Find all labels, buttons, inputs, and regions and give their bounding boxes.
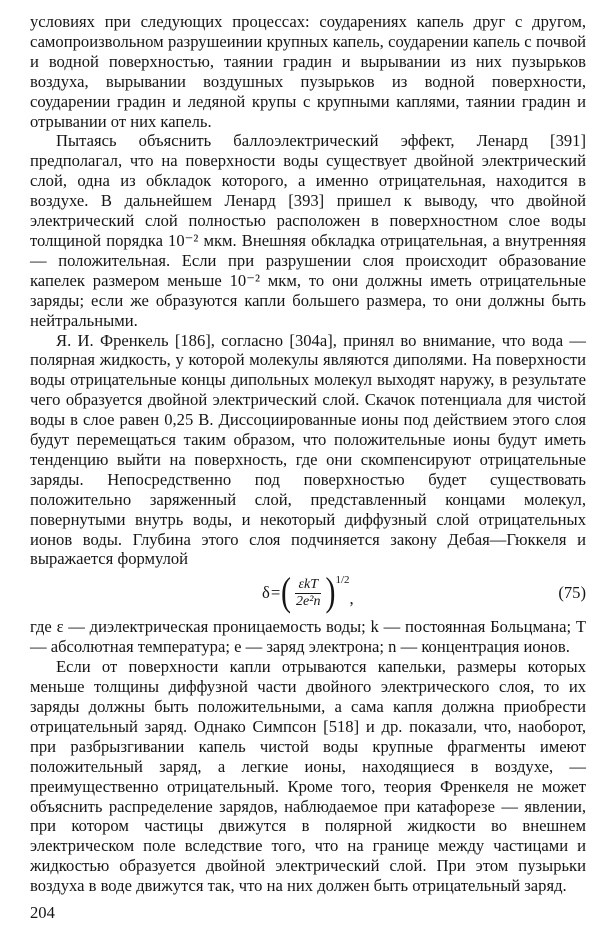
equation-75	[30, 569, 586, 617]
formula-fraction	[293, 577, 323, 610]
page-number: 204	[30, 903, 55, 922]
formula-numerator: εkT	[295, 577, 321, 594]
formula-denominator: 2e²n	[296, 593, 321, 609]
paragraph-variables: где ε — диэлектрическая проницаемость воды; k — постоянная Больцмана; T — абсолютная температура; e — заряд электрона; n — концентрация ионов.	[30, 617, 586, 657]
formula-left-paren: (	[281, 570, 292, 615]
debye-formula	[262, 569, 354, 617]
formula-right-paren: )	[325, 570, 336, 615]
paragraph-continuation: условиях при следующих процессах: соударениях капель друг с другом, самопроизвольном разрушеинии крупных капель, соударении капель с почвой и водной поверхностью, таянии градин и вырывании из них пузырьков воздуха, вырывании воздушных пузырьков из водной поверхности, соударении градин и ледяной крупы с крупными каплями, таянии градин и отрывании от них капель.	[30, 12, 586, 131]
formula-exponent: 1/2	[335, 574, 350, 587]
formula-comma: ,	[349, 589, 354, 609]
formula-equals: =	[269, 583, 282, 603]
paragraph-frenkel: Я. И. Френкель [186], согласно [304а], принял во внимание, что вода — полярная жидкость, у которой молекулы являются диполями. На поверхности воды отрицательные концы дипольных молекул выходят наружу, в результате чего образуется двойной электрический слой. Скачок потенциала для чистой воды в слое равен 0,25 В. Диссоциированные ионы под действием этого слоя будут перемещаться таким образом, что положительные ионы будут иметь тенденцию выйти на поверхность, где они скомпенсируют отрицательные заряды. Непосредственно под поверхностью будет существовать положительно заряженный слой, представленный концами молекул, повернутыми внутрь воды, и некоторый диффузный слой отрицательных ионов воды. Глубина этого слоя подчиняется закону Дебая—Гюккеля и выражается формулой	[30, 330, 586, 569]
paragraph-simpson: Если от поверхности капли отрываются капельки, размеры которых меньше толщины диффузной части двойного электрического слоя, то их заряды должны быть положительными, а сама капля должна приобрести отрицательный заряд. Однако Симпсон [518] и др. показали, что, наоборот, при разбрызгивании капель чистой воды крупные фрагменты имеют положительный заряд, а легкие ионы, находящиеся в воздухе, — преимущественно отрицательный. Кроме того, теория Френкеля не может объяснить распределение зарядов, наблюдаемое при катафорезе — явлении, при котором частицы движутся в полярной жидкости во внешнем электрическом поле вследствие того, что на границе между частицами и жидкостью образуется двойной электрический слой. При этом пузырьки воздуха в воде движутся так, что на них должен быть отрицательный заряд.	[30, 657, 586, 896]
body-text	[30, 12, 586, 896]
formula-lhs: δ	[262, 583, 270, 603]
equation-number: (75)	[558, 583, 586, 603]
paragraph-lenard: Пытаясь объяснить баллоэлектрический эффект, Ленард [391] предполагал, что на поверхности воды существует двойной электрический слой, одна из обкладок которого, а именно отрицательная, находится в воздухе. В дальнейшем Ленард [393] пришел к выводу, что двойной электрический слой полностью расположен в поверхностном слое воды толщиной порядка 10⁻² мкм. Внешняя обкладка отрицательная, а внутренняя — положительная. Если при разрушении слоя происходит образование капелек размером меньше 10⁻² мкм, то они должны иметь отрицательные заряды; если же образуются капли большего размера, то они должны быть нейтральными.	[30, 131, 586, 330]
